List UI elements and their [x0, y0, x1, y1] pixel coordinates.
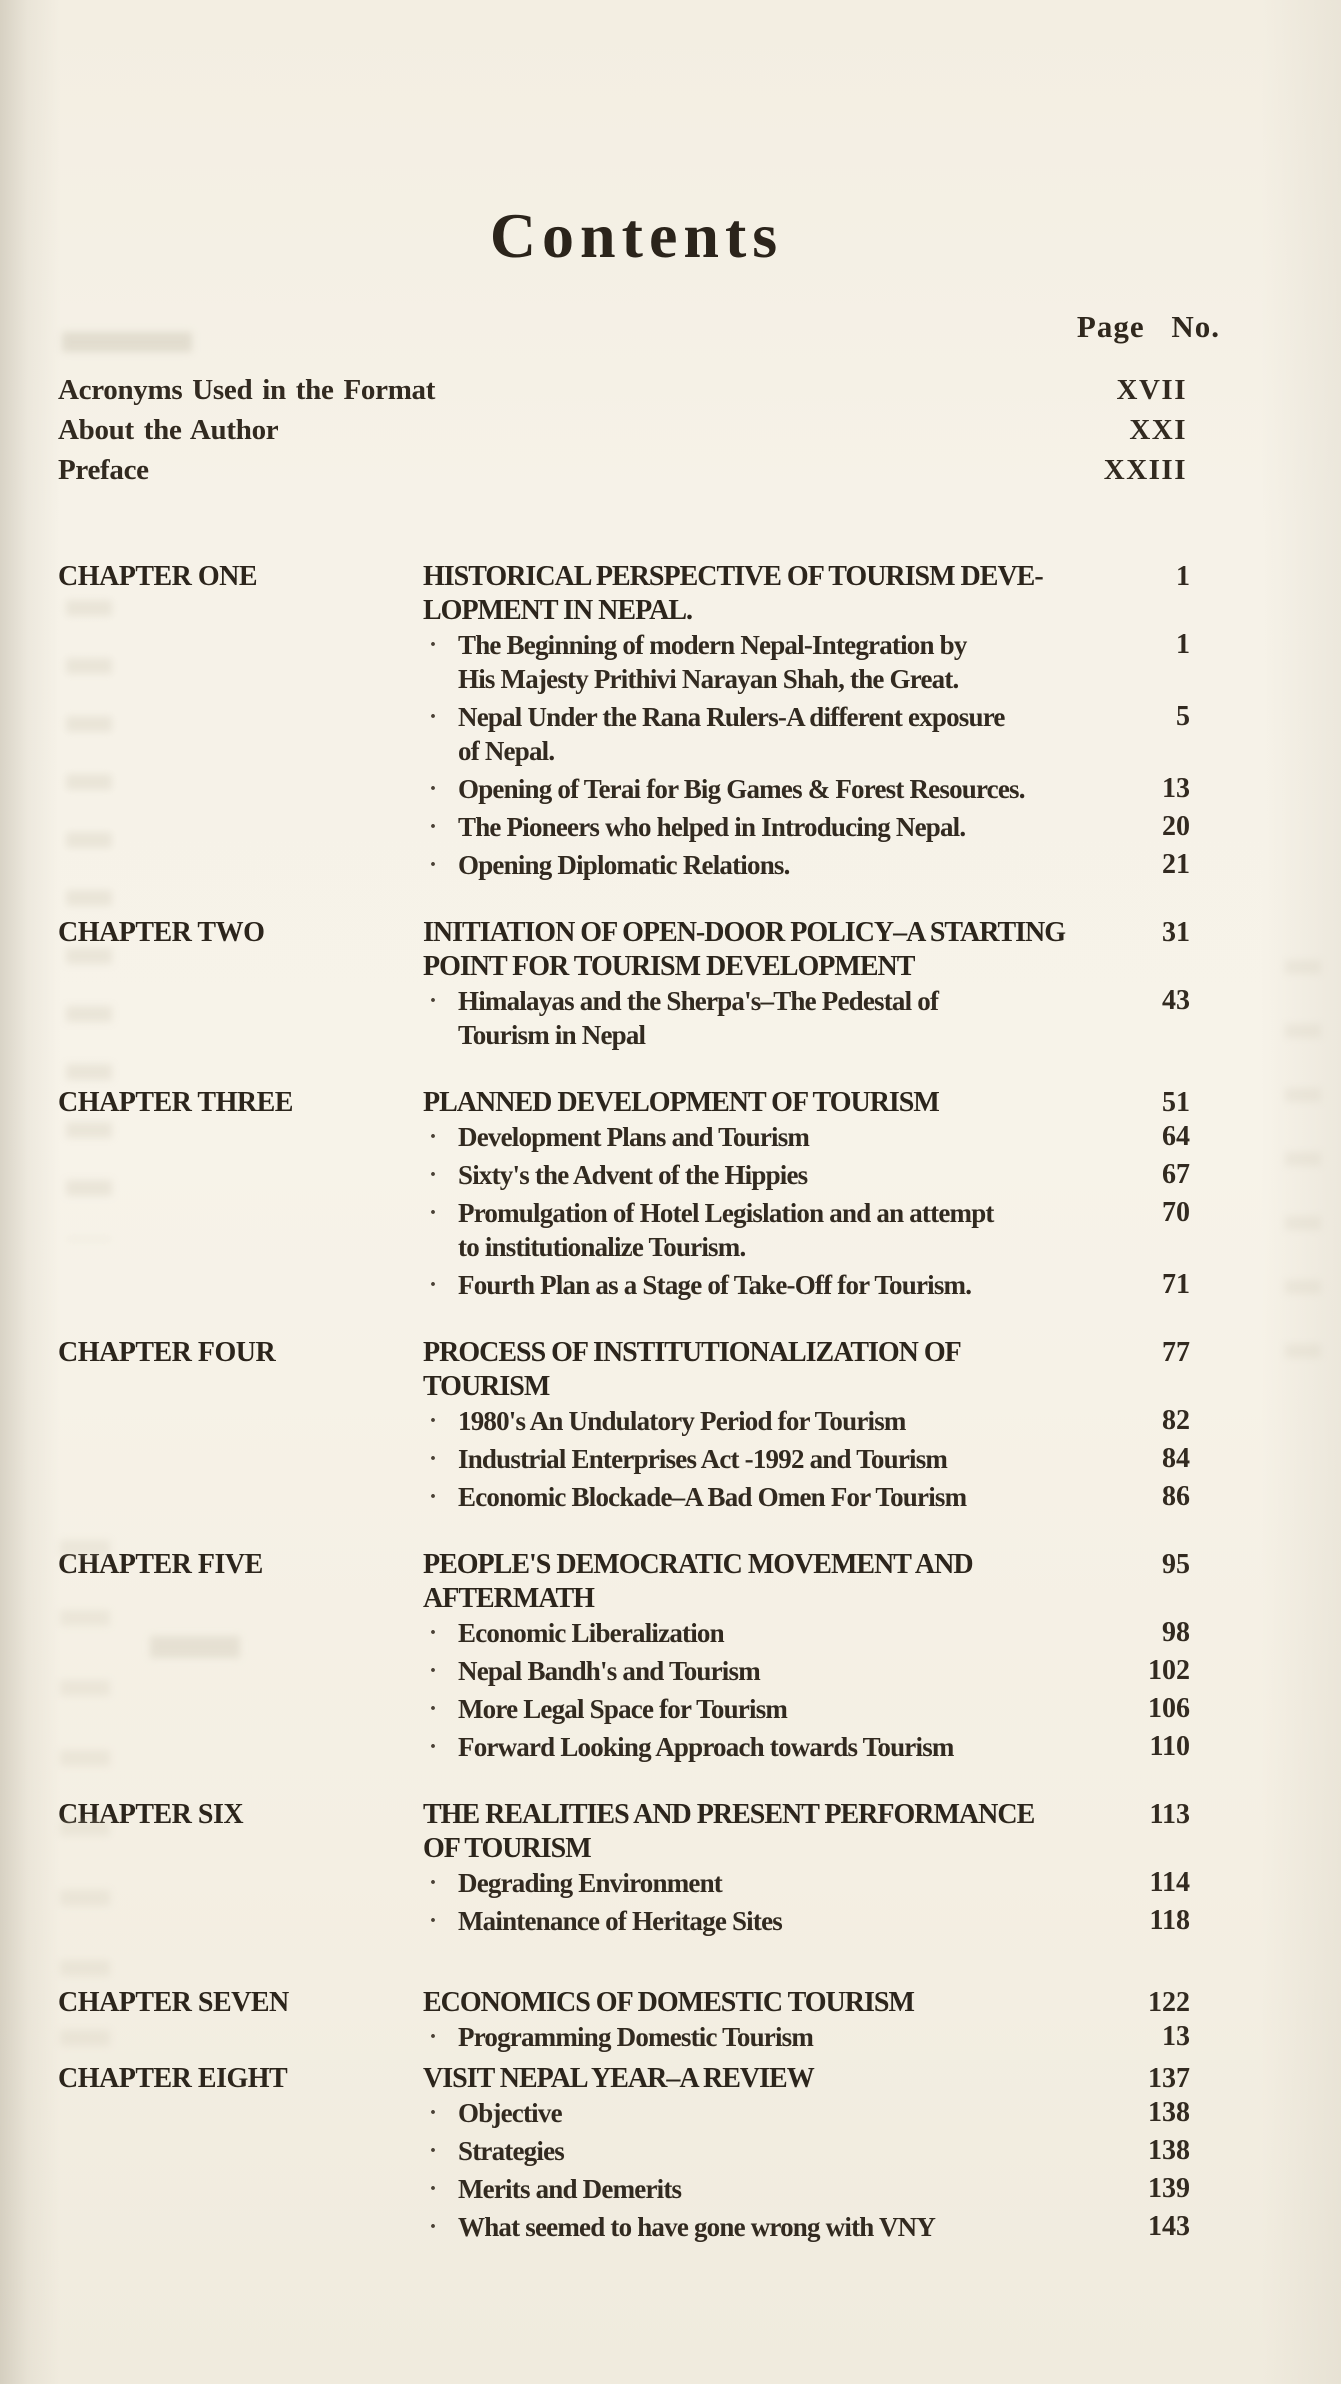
bullet-icon: · [429, 704, 438, 730]
chapter-title-row [423, 1798, 1190, 1866]
subitem-page: 67 [1162, 1159, 1190, 1190]
subitem-page: 13 [1162, 2021, 1190, 2052]
subitem-line: Promulgation of Hotel Legislation and an attempt [458, 1198, 994, 1228]
chapter-title-row [423, 1548, 1190, 1616]
front-matter-section [0, 370, 1341, 490]
bullet-icon: · [429, 852, 438, 878]
chapter-title-line: PEOPLE'S DEMOCRATIC MOVEMENT AND [423, 1549, 973, 1580]
front-matter-row [0, 370, 1341, 410]
toc-subitem [423, 1268, 1190, 1302]
subitem-line: The Pioneers who helped in Introducing Nepal. [458, 812, 966, 842]
chapter-title-row [423, 1086, 1190, 1120]
subitem-line: Strategies [458, 2136, 564, 2166]
subitem-page: 21 [1162, 849, 1190, 880]
toc-chapter [0, 1986, 1341, 2058]
chapter-page: 113 [1149, 1799, 1190, 1830]
subitem-line: The Beginning of modern Nepal-Integration by [458, 630, 967, 660]
chapter-label: CHAPTER SEVEN [58, 1987, 289, 2018]
chapter-page: 137 [1148, 2063, 1190, 2094]
chapter-title-line: INITIATION OF OPEN-DOOR POLICY–A STARTING [423, 917, 1066, 948]
subitem-line: Development Plans and Tourism [458, 1122, 810, 1152]
chapter-title-line: TOURISM [423, 1371, 550, 1402]
front-matter-row [0, 450, 1341, 490]
toc-subitem [423, 628, 1190, 696]
toc-subitem [423, 2134, 1190, 2168]
front-matter-label: Acronyms Used in the Format [58, 374, 436, 406]
subitem-page: 118 [1149, 1905, 1190, 1936]
subitem-line: More Legal Space for Tourism [458, 1694, 788, 1724]
toc-subitem [423, 2210, 1190, 2244]
subitem-page: 43 [1162, 985, 1190, 1016]
toc-chapter [0, 1798, 1341, 1942]
subitem-line: His Majesty Prithivi Narayan Shah, the Great. [458, 664, 959, 694]
bullet-icon: · [429, 2214, 438, 2240]
page-no-header: Page No. [1076, 309, 1220, 344]
subitem-line: Nepal Under the Rana Rulers-A different exposure [458, 702, 1005, 732]
chapter-page: 1 [1176, 561, 1190, 592]
subitem-page: 82 [1162, 1405, 1190, 1436]
toc-subitem [423, 1404, 1190, 1438]
subitem-page: 71 [1162, 1269, 1190, 1300]
subitem-page: 98 [1162, 1617, 1190, 1648]
bullet-icon: · [429, 632, 438, 658]
chapter-title-line: POINT FOR TOURISM DEVELOPMENT [423, 951, 915, 982]
subitem-page: 143 [1148, 2211, 1190, 2242]
chapter-title-line: OF TOURISM [423, 1833, 591, 1864]
chapter-title-row [423, 560, 1190, 628]
chapter-title-line: HISTORICAL PERSPECTIVE OF TOURISM DEVE- [423, 561, 1043, 592]
subitem-line: Forward Looking Approach towards Tourism [458, 1732, 954, 1762]
toc-subitem [423, 772, 1190, 806]
bullet-icon: · [429, 2100, 438, 2126]
toc-subitem [423, 2096, 1190, 2130]
chapter-label: CHAPTER SIX [58, 1799, 244, 1830]
chapter-label: CHAPTER EIGHT [58, 2063, 288, 2094]
toc-chapter [0, 2062, 1341, 2248]
toc-subitem [423, 1904, 1190, 1938]
chapter-page: 77 [1162, 1337, 1190, 1368]
chapter-title-row [423, 916, 1190, 984]
bullet-icon: · [429, 814, 438, 840]
toc-subitem [423, 1730, 1190, 1764]
subitem-line: Degrading Environment [458, 1868, 722, 1898]
toc-chapter [0, 1548, 1341, 1768]
front-matter-page: XXIII [1103, 454, 1187, 486]
toc-subitem [423, 2020, 1190, 2054]
subitem-line: Nepal Bandh's and Tourism [458, 1656, 760, 1686]
subitem-page: 13 [1162, 773, 1190, 804]
bullet-icon: · [429, 1734, 438, 1760]
toc-subitem [423, 984, 1190, 1052]
chapter-label: CHAPTER TWO [58, 917, 265, 948]
bullet-icon: · [429, 2024, 438, 2050]
front-matter-label: Preface [58, 454, 149, 486]
bullet-icon: · [429, 988, 438, 1014]
subitem-page: 20 [1162, 811, 1190, 842]
chapter-title-line: ECONOMICS OF DOMESTIC TOURISM [423, 1987, 914, 2018]
toc-subitem [423, 1120, 1190, 1154]
subitem-page: 1 [1176, 629, 1190, 660]
bullet-icon: · [429, 1870, 438, 1896]
subitem-page: 70 [1162, 1197, 1190, 1228]
bullet-icon: · [429, 776, 438, 802]
subitem-line: to institutionalize Tourism. [458, 1232, 746, 1262]
chapter-title-line: THE REALITIES AND PRESENT PERFORMANCE [423, 1799, 1035, 1830]
bullet-icon: · [429, 1446, 438, 1472]
subitem-page: 110 [1149, 1731, 1190, 1762]
toc-subitem [423, 1442, 1190, 1476]
table-of-contents [0, 560, 1341, 2248]
bullet-icon: · [429, 1908, 438, 1934]
subitem-line: Tourism in Nepal [458, 1020, 646, 1050]
subitem-line: Industrial Enterprises Act -1992 and Tourism [458, 1444, 948, 1474]
chapter-title-line: PROCESS OF INSTITUTIONALIZATION OF [423, 1337, 961, 1368]
bullet-icon: · [429, 1484, 438, 1510]
front-matter-label: About the Author [58, 414, 279, 446]
toc-chapter [0, 916, 1341, 1056]
toc-chapter [0, 560, 1341, 886]
subitem-line: What seemed to have gone wrong with VNY [458, 2212, 936, 2242]
toc-subitem [423, 1692, 1190, 1726]
subitem-line: Fourth Plan as a Stage of Take-Off for Tourism. [458, 1270, 972, 1300]
bullet-icon: · [429, 1408, 438, 1434]
bullet-icon: · [429, 1620, 438, 1646]
subitem-page: 114 [1149, 1867, 1190, 1898]
toc-subitem [423, 1196, 1190, 1264]
bullet-icon: · [429, 1696, 438, 1722]
toc-chapter [0, 1336, 1341, 1518]
subitem-line: Himalayas and the Sherpa's–The Pedestal of [458, 986, 939, 1016]
subitem-page: 5 [1176, 701, 1190, 732]
chapter-title-row [423, 1336, 1190, 1404]
toc-subitem [423, 2172, 1190, 2206]
chapter-label: CHAPTER THREE [58, 1087, 293, 1118]
chapter-label: CHAPTER ONE [58, 561, 258, 592]
subitem-line: Programming Domestic Tourism [458, 2022, 814, 2052]
bullet-icon: · [429, 1200, 438, 1226]
subitem-page: 139 [1148, 2173, 1190, 2204]
toc-subitem [423, 1480, 1190, 1514]
toc-subitem [423, 1866, 1190, 1900]
chapter-page: 31 [1162, 917, 1190, 948]
chapter-label: CHAPTER FIVE [58, 1549, 263, 1580]
page-title: Contents [489, 200, 784, 271]
bullet-icon: · [429, 1162, 438, 1188]
chapter-page: 95 [1162, 1549, 1190, 1580]
toc-subitem [423, 848, 1190, 882]
toc-chapter [0, 1086, 1341, 1306]
subitem-line: Opening of Terai for Big Games & Forest Resources. [458, 774, 1025, 804]
toc-subitem [423, 1654, 1190, 1688]
subitem-line: Economic Blockade–A Bad Omen For Tourism [458, 1482, 967, 1512]
subitem-line: 1980's An Undulatory Period for Tourism [458, 1406, 906, 1436]
subitem-page: 86 [1162, 1481, 1190, 1512]
toc-subitem [423, 700, 1190, 768]
bullet-icon: · [429, 1124, 438, 1150]
subitem-line: Economic Liberalization [458, 1618, 724, 1648]
subitem-page: 102 [1148, 1655, 1190, 1686]
front-matter-page: XXI [1129, 414, 1187, 446]
chapter-title-line: PLANNED DEVELOPMENT OF TOURISM [423, 1087, 939, 1118]
subitem-page: 84 [1162, 1443, 1190, 1474]
subitem-line: Opening Diplomatic Relations. [458, 850, 790, 880]
chapter-title-line: AFTERMATH [423, 1583, 594, 1614]
chapter-title-row [423, 1986, 1190, 2020]
chapter-title-line: VISIT NEPAL YEAR–A REVIEW [423, 2063, 814, 2094]
subitem-line: Maintenance of Heritage Sites [458, 1906, 782, 1936]
bullet-icon: · [429, 2176, 438, 2202]
chapter-page: 51 [1162, 1087, 1190, 1118]
bullet-icon: · [429, 1272, 438, 1298]
toc-subitem [423, 810, 1190, 844]
subitem-page: 138 [1148, 2135, 1190, 2166]
subitem-line: Sixty's the Advent of the Hippies [458, 1160, 808, 1190]
chapter-label: CHAPTER FOUR [58, 1337, 276, 1368]
subitem-page: 138 [1148, 2097, 1190, 2128]
subitem-line: Merits and Demerits [458, 2174, 682, 2204]
chapter-title-line: LOPMENT IN NEPAL. [423, 595, 692, 626]
toc-subitem [423, 1158, 1190, 1192]
toc-subitem [423, 1616, 1190, 1650]
front-matter-row [0, 410, 1341, 450]
subitem-line: of Nepal. [458, 736, 555, 766]
subitem-page: 64 [1162, 1121, 1190, 1152]
front-matter-page: XVII [1116, 374, 1187, 406]
chapter-title-row [423, 2062, 1190, 2096]
subitem-page: 106 [1148, 1693, 1190, 1724]
bullet-icon: · [429, 1658, 438, 1684]
chapter-page: 122 [1148, 1987, 1190, 2018]
bullet-icon: · [429, 2138, 438, 2164]
subitem-line: Objective [458, 2098, 562, 2128]
